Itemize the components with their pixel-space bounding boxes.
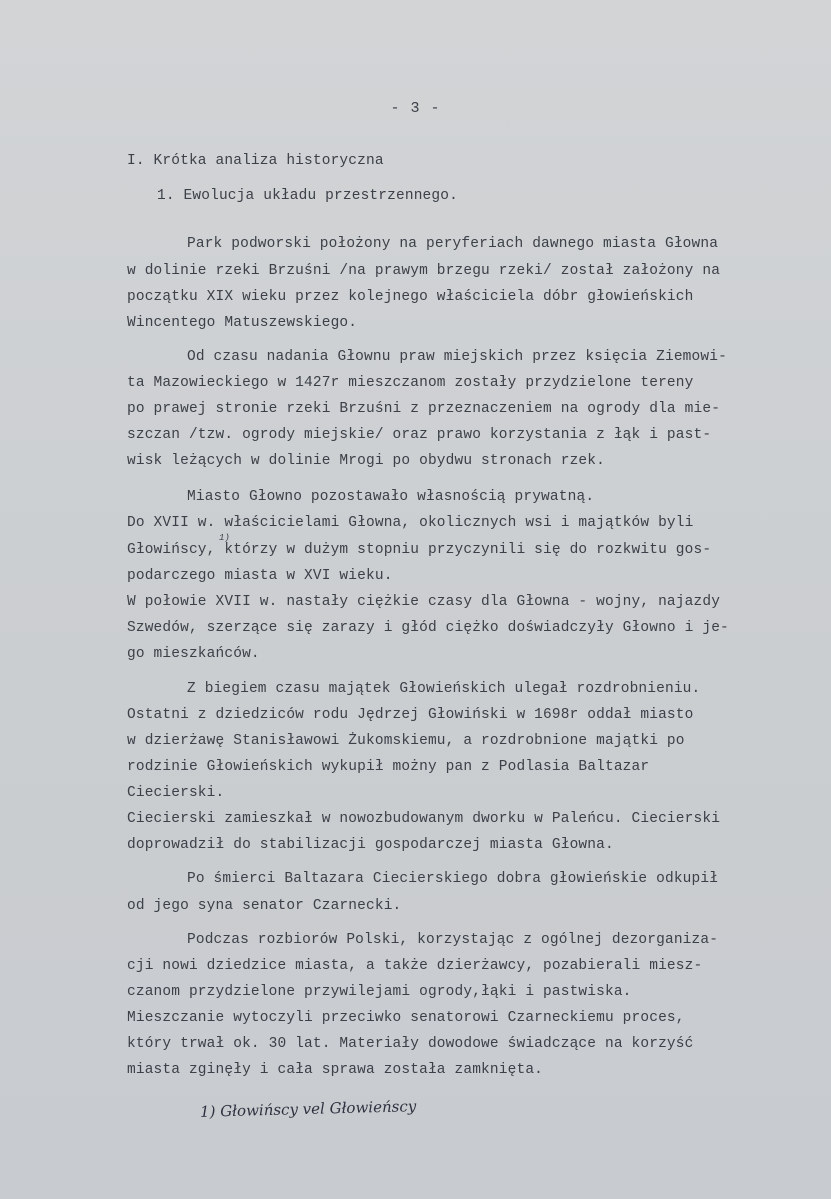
text-line: w dolinie rzeki Brzuśni /na prawym brzegu rzeki/ został założony na (127, 263, 721, 279)
text-line: ta Mazowieckiego w 1427r mieszczanom zostały przydzielone tereny (127, 375, 694, 391)
text-line: początku XIX wieku przez kolejnego właściciela dóbr głowieńskich (127, 289, 694, 305)
text-line: Do XVII w. właścicielami Głowna, okolicznych wsi i majątków byli (127, 515, 694, 531)
text-line: rodzinie Głowieńskich wykupił możny pan z Podlasia Baltazar (127, 759, 650, 775)
text-line: Park podworski położony na peryferiach dawnego miasta Głowna (187, 236, 719, 252)
text-line: Miasto Głowno pozostawało własnością prywatną. (187, 489, 595, 505)
handwritten-footnote: 1) Głowińscy vel Głowieńscy (199, 1097, 417, 1121)
text-line: Z biegiem czasu majątek Głowieńskich ulegał rozdrobnieniu. (187, 681, 701, 697)
text-line: Podczas rozbiorów Polski, korzystając z ogólnej dezorganiza- (187, 932, 719, 948)
text-line: cji nowi dziedzice miasta, a także dzierżawcy, pozabierali miesz- (127, 958, 703, 974)
text-line: Ciecierski. (127, 785, 225, 801)
text-line: W połowie XVII w. nastały ciężkie czasy dla Głowna - wojny, najazdy (127, 594, 721, 610)
text-line: czanom przydzielone przywilejami ogrody,łąki i pastwiska. (127, 984, 632, 1000)
subsection-heading: 1. Ewolucja układu przestrzennego. (157, 188, 458, 204)
text-line: który trwał ok. 30 lat. Materiały dowodowe świadczące na korzyść (127, 1036, 694, 1052)
text-line: od jego syna senator Czarnecki. (127, 898, 402, 914)
text-line: Mieszczanie wytoczyli przeciwko senatorowi Czarneckiemu proces, (127, 1010, 685, 1026)
text-line: Po śmierci Baltazara Ciecierskiego dobra głowieńskie odkupił (187, 871, 719, 887)
text-line: w dzierżawę Stanisławowi Żukomskiemu, a rozdrobnione majątki po (127, 733, 685, 749)
text-line: go mieszkańców. (127, 646, 260, 662)
text-line: Głowińscy, którzy w dużym stopniu przyczynili się do rozkwitu gos- (127, 542, 712, 558)
text-line: po prawej stronie rzeki Brzuśni z przeznaczeniem na ogrody dla mie- (127, 401, 721, 417)
text-line: miasta zginęły i cała sprawa została zamknięta. (127, 1062, 544, 1078)
text-line: Szwedów, szerzące się zarazy i głód ciężko doświadczyły Głowno i je- (127, 620, 729, 636)
section-heading: I. Krótka analiza historyczna (127, 153, 384, 169)
text-line: Ciecierski zamieszkał w nowozbudowanym dworku w Paleńcu. Ciecierski (127, 811, 721, 827)
text-line: szczan /tzw. ogrody miejskie/ oraz prawo korzystania z łąk i past- (127, 427, 712, 443)
text-line: podarczego miasta w XVI wieku. (127, 568, 393, 584)
text-line: Wincentego Matuszewskiego. (127, 315, 358, 331)
text-line: Ostatni z dziedziców rodu Jędrzej Głowiński w 1698r oddał miasto (127, 707, 694, 723)
text-line: wisk leżących w dolinie Mrogi po obydwu stronach rzek. (127, 453, 605, 469)
text-line: Od czasu nadania Głownu praw miejskich przez księcia Ziemowi- (187, 349, 727, 365)
text-line: doprowadził do stabilizacji gospodarczej miasta Głowna. (127, 837, 614, 853)
footnote-mark: 1) (219, 533, 230, 543)
page-number: - 3 - (390, 100, 441, 117)
